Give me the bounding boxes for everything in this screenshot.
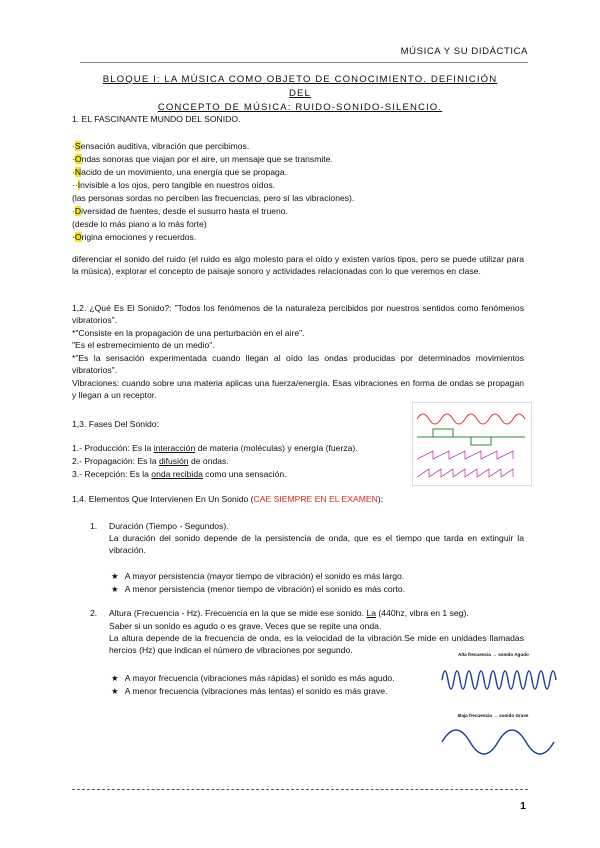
bullet-item: ★ A mayor frecuencia (vibraciones más rápidas) el sonido es más agudo. — [111, 672, 395, 684]
phase-item: 2.- Propagación: Es la difusión de ondas. — [72, 456, 229, 466]
definition-line: *"Es la sensación experimentada cuando llegan al oído las ondas producidas por determinados movimientos vibratorios". — [72, 353, 524, 376]
block-title — [95, 73, 505, 115]
item-number: 1. — [90, 521, 98, 531]
item-title: Altura (Frecuencia - Hz). Frecuencia en la que se mide ese sonido. La (440hz, vibra en 1 seg). — [109, 608, 469, 618]
footer-divider — [72, 789, 528, 790]
bullet-item: ★ A menor frecuencia (vibraciones más lentas) el sonido es más grave. — [111, 685, 387, 697]
section12-intro: 1,2. ¿Qué Es El Sonido?: "Todos los fenómenos de la naturaleza percibidos por nuestros sentidos como fenómenos vibratorios". — [72, 303, 524, 326]
list-item: ·Ondas sonoras que viajan por el aire, un mensaje que se transmite. — [72, 154, 333, 164]
item-number: 2. — [90, 608, 98, 618]
note: (las personas sordas no perciben las frecuencias, pero sí las vibraciones). — [72, 193, 355, 203]
header-title: MÚSICA Y SU DIDÁCTICA — [400, 46, 528, 57]
list-item: ·Nacido de un movimiento, una energía que se propaga. — [72, 167, 288, 177]
highlight-initial: S — [74, 141, 81, 151]
item-description: Saber si un sonido es agudo o es grave. Veces que se repite una onda. — [109, 621, 382, 631]
highlight-initial: D — [74, 206, 82, 216]
list-item: ·Diversidad de fuentes, desde el susurro hasta el trueno. — [72, 206, 288, 216]
phases-waveform-image — [412, 402, 532, 486]
highlight-initial: O — [74, 232, 82, 242]
definition-line: *"Consiste en la propagación de una perturbación en el aire". — [72, 328, 305, 338]
list-item: ·Origina emociones y recuerdos. — [72, 232, 197, 242]
definition-line: "Es el estremecimiento de un medio". — [72, 340, 215, 350]
waveform-graphic — [413, 403, 531, 485]
header-divider — [80, 62, 528, 63]
highlight-initial: O — [74, 154, 82, 164]
low-frequency-wave — [440, 722, 558, 762]
section13-heading: 1,3. Fases Del Sonido: — [72, 419, 159, 429]
bullet-item: ★ A mayor persistencia (mayor tiempo de vibración) el sonido es más largo. — [111, 570, 404, 582]
high-frequency-label: Alta frecuencia → sonido Agudo — [458, 652, 529, 657]
exam-warning: CAE SIEMPRE EN EL EXAMEN — [253, 494, 378, 504]
frequency-waves-image — [440, 652, 558, 764]
list-item: ··Invisible a los ojos, pero tangible en nuestros oídos. — [72, 180, 276, 190]
block-title-line1: BLOQUE I: LA MÚSICA COMO OBJETO DE CONOCIMIENTO. DEFINICIÓN DEL — [102, 74, 498, 99]
item-description: La altura depende de la frecuencia de onda, es la velocidad de la vibración.Se mide en unidades llamadas hercios (Hz) que indican el número de vibraciones por segundo. — [109, 633, 524, 656]
item-description: La duración del sonido depende de la persistencia de onda, que es el tiempo que tarda en extinguir la vibración. — [109, 533, 524, 556]
bullet-item: ★ A menor persistencia (menor tiempo de vibración) el sonido es más corto. — [111, 583, 405, 595]
highlight-initial: I — [77, 180, 81, 190]
highlight-initial: N — [74, 167, 82, 177]
high-frequency-wave — [440, 660, 558, 700]
page-number: 1 — [520, 800, 526, 812]
definition-line: Vibraciones: cuando sobre una materia aplicas una fuerza/energía. Esas vibraciones en forma de ondas se propagan y llegan a un receptor. — [72, 378, 524, 401]
block-title-line2: CONCEPTO DE MÚSICA: RUIDO-SONIDO-SILENCIO. — [157, 102, 443, 113]
list-item: ·Sensación auditiva, vibración que percibimos. — [72, 141, 250, 151]
low-frequency-label: Baja frecuencia → sonido Grave — [458, 713, 529, 718]
phase-item: 1.- Producción: Es la interacción de materia (moléculas) y energía (fuerza). — [72, 443, 358, 453]
phase-item: 3.- Recepción: Es la onda recibida como una sensación. — [72, 469, 287, 479]
section1-heading: 1. EL FASCINANTE MUNDO DEL SONIDO. — [72, 114, 241, 124]
section1-paragraph: diferenciar el sonido del ruido (el ruido es algo molesto para el oído y existen varios tipos, pero se puede utilizar para la música), explorar el concepto de paisaje sonoro y actividades relacionadas con lo que veremos en clase. — [72, 254, 524, 277]
item-title: Duración (Tiempo - Segundos). — [109, 521, 229, 531]
note: (desde lo más piano a lo más forte) — [72, 219, 207, 229]
section14-heading: 1,4. Elementos Que Intervienen En Un Sonido (CAE SIEMPRE EN EL EXAMEN): — [72, 494, 384, 504]
